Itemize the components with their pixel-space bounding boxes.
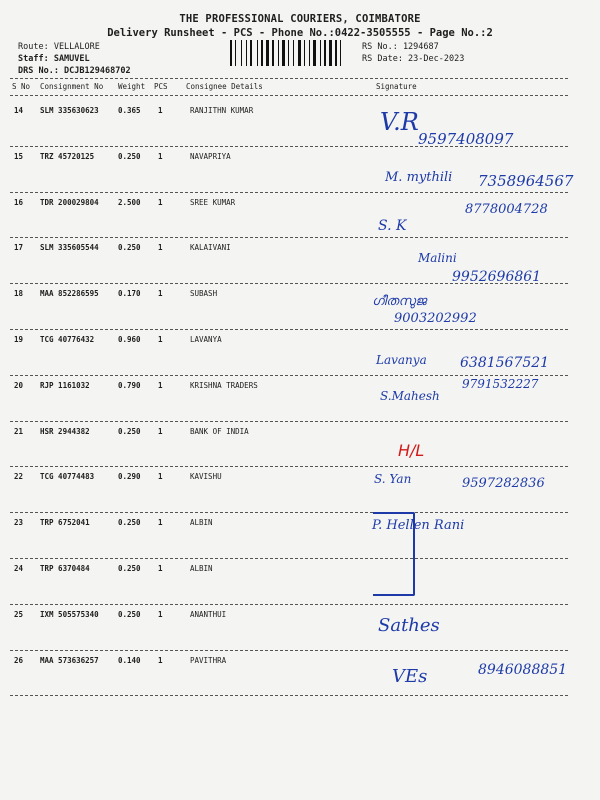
row-sno: 22 [14,472,24,482]
row-consignee: NAVAPRIYA [190,151,231,161]
signature-ink: Lavanya [376,353,427,367]
signature-phone: 9597282836 [462,476,545,492]
row-divider [10,237,568,238]
col-header-consignment: Consignment No [40,82,104,91]
row-consignee: SREE KUMAR [190,197,236,207]
row-sno: 25 [14,609,24,619]
signature-ink: Sathes [378,614,440,636]
rs-number: RS No.: 1294687 [362,42,439,52]
row-weight: 0.250 [118,609,141,619]
row-weight: 2.500 [118,197,141,207]
rs-date: RS Date: 23-Dec-2023 [362,54,465,64]
row-pcs: 1 [158,243,163,253]
row-pcs: 1 [158,564,163,573]
signature-ink: S. Yan [374,472,412,487]
barcode-icon [230,40,358,66]
row-consignment-no: TCG 40774483 [40,472,95,482]
row-pcs: 1 [158,426,163,436]
row-sno: 26 [14,655,24,665]
row-pcs: 1 [158,655,163,665]
row-sno: 20 [14,380,24,390]
row-divider [10,512,568,513]
row-sno: 19 [14,335,24,344]
row-sno: 14 [14,106,24,115]
row-consignee: KALAIVANI [190,243,231,253]
signature-ink: Malini [418,251,457,266]
row-consignment-no: TCG 40776432 [40,335,95,344]
row-sno: 15 [14,151,24,161]
row-consignee: ALBIN [190,564,213,573]
row-divider [10,283,568,284]
header-divider-top [10,78,568,79]
row-divider [10,192,568,193]
row-consignment-no: RJP 1161032 [40,380,90,390]
signature-phone: 9791532227 [462,376,539,391]
row-consignment-no: IXM 505575340 [40,609,99,619]
row-pcs: 1 [158,380,163,390]
runsheet-subtitle: Delivery Runsheet - PCS - Phone No.:0422-3505555 - Page No.:2 [107,27,493,39]
row-weight: 0.250 [118,518,141,528]
header-divider-bottom [10,95,568,96]
row-consignee: LAVANYA [190,335,222,344]
row-weight: 0.250 [118,564,141,573]
row-divider [10,604,568,605]
signature-bracket [373,512,415,596]
row-weight: 0.790 [118,380,141,390]
signature-hl-mark: H/L [398,440,425,460]
row-pcs: 1 [158,289,163,299]
row-weight: 0.365 [118,106,141,115]
signature-ink: S.Mahesh [380,388,440,403]
row-consignee: SUBASH [190,289,218,299]
route-label: Route: VELLALORE [18,42,100,52]
signature-ink: M. mythili [385,169,453,185]
row-weight: 0.290 [118,472,141,482]
row-divider [10,421,568,422]
staff-label: Staff: SAMUVEL [18,54,90,64]
row-divider [10,650,568,651]
signature-ink: 8778004728 [465,201,548,217]
row-consignment-no: TDR 200029804 [40,197,99,207]
col-header-signature: Signature [376,82,417,91]
row-consignment-no: TRP 6370484 [40,564,90,573]
row-pcs: 1 [158,518,163,528]
signature-ink: ഗീതസുജ [372,294,427,310]
signature-phone: 9003202992 [394,311,477,327]
row-weight: 0.250 [118,243,141,253]
row-divider [10,146,568,147]
row-divider [10,466,568,467]
row-pcs: 1 [158,609,163,619]
row-consignment-no: TRP 6752041 [40,518,90,528]
row-sno: 17 [14,243,24,253]
drs-number: DRS No.: DCJB129468702 [18,66,131,76]
row-pcs: 1 [158,335,163,344]
row-sno: 18 [14,289,24,299]
signature-phone: 7358964567 [478,171,574,190]
row-consignee: RANJITHN KUMAR [190,106,254,115]
row-pcs: 1 [158,151,163,161]
row-consignee: BANK OF INDIA [190,426,249,436]
row-consignee: PAVITHRA [190,655,227,665]
row-consignment-no: SLM 335605544 [40,243,99,253]
signature-ink: VEs [392,665,428,687]
col-header-weight: Weight [118,82,146,91]
row-pcs: 1 [158,197,163,207]
signature-phone: 9952696861 [452,269,542,286]
row-weight: 0.170 [118,289,141,299]
col-header-sno: S No [12,82,31,91]
row-consignment-no: HSR 2944382 [40,426,90,436]
row-divider [10,375,568,376]
row-weight: 0.960 [118,335,141,344]
row-divider [10,329,568,330]
row-pcs: 1 [158,106,163,115]
row-consignee: KAVISHU [190,472,222,482]
signature-ink: P. Hellen Rani [372,518,465,534]
row-sno: 21 [14,426,24,436]
row-consignee: ALBIN [190,518,213,528]
col-header-pcs: PCS [154,82,168,91]
row-consignment-no: SLM 335630623 [40,106,99,115]
col-header-consignee: Consignee Details [186,82,263,91]
row-weight: 0.140 [118,655,141,665]
signature-ink: V.R [380,108,419,136]
row-consignment-no: MAA 852286595 [40,289,99,299]
signature-phone: 9597408097 [418,130,514,148]
row-consignment-no: TRZ 45720125 [40,151,95,161]
row-consignment-no: MAA 573636257 [40,655,99,665]
row-divider [10,695,568,696]
row-divider [10,558,568,559]
signature-phone: S. K [378,217,407,234]
row-sno: 24 [14,564,24,573]
company-title: THE PROFESSIONAL COURIERS, COIMBATORE [179,13,421,25]
row-weight: 0.250 [118,151,141,161]
row-pcs: 1 [158,472,163,482]
row-consignee: KRISHNA TRADERS [190,380,258,390]
row-sno: 23 [14,518,24,528]
row-consignee: ANANTHUI [190,609,227,619]
row-weight: 0.250 [118,426,141,436]
signature-phone: 6381567521 [460,355,550,371]
row-sno: 16 [14,197,24,207]
signature-phone: 8946088851 [478,661,568,678]
